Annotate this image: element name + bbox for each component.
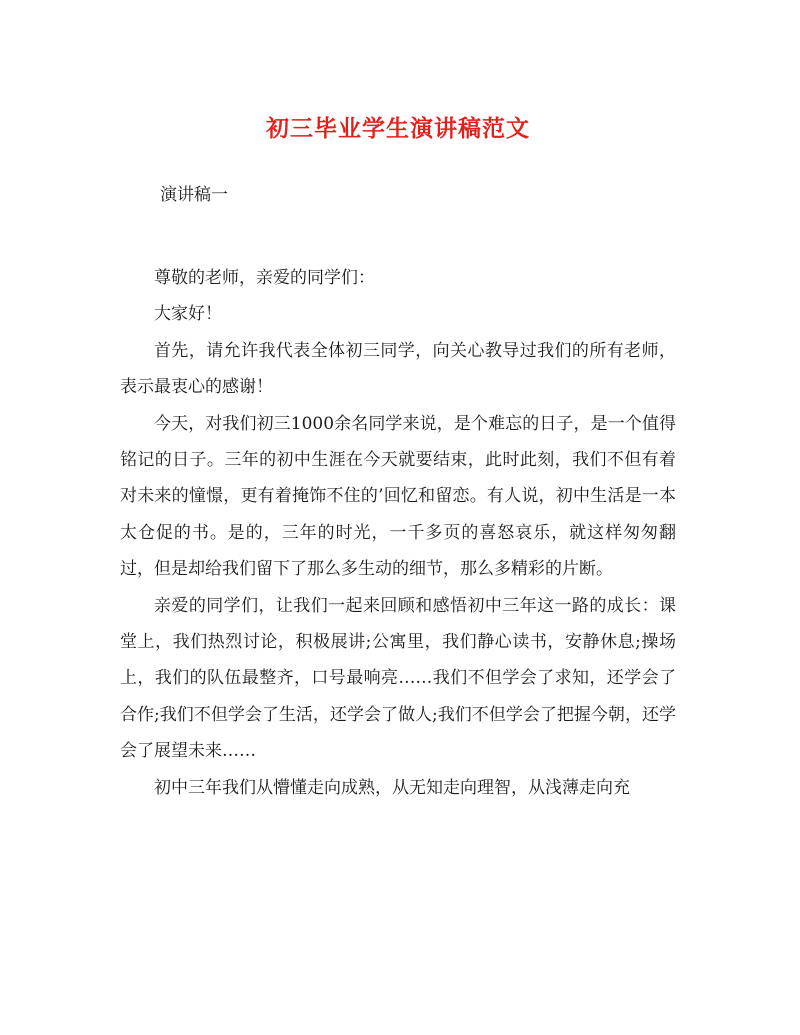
- document-body: [120, 260, 676, 806]
- document-page: [120, 0, 676, 1035]
- paragraph-greeting: 大家好！: [154, 304, 222, 325]
- paragraph-review: 亲爱的同学们，让我们一起来回顾和感悟初中三年这一路的成长：课堂上，我们热烈讨论，积极展讲;公寓里，我们静心读书，安静休息;操场上，我们的队伍最整齐，口号最响亮……我们不但学会了求知，还学会了合作;我们不但学会了生活，还学会了做人;我们不但学会了把握今朝，还学会了展望未来……: [120, 595, 676, 762]
- paragraph-today: 今天，对我们初三1000余名同学来说，是个难忘的日子，是一个值得铭记的日子。三年的初中生涯在今天就要结束，此时此刻，我们不但有着对未来的憧憬，更有着掩饰不住的’回忆和留恋。有人说，初中生活是一本太仓促的书。是的，三年的时光，一千多页的喜怒哀乐，就这样匆匆翻过，但是却给我们留下了那么多生动的细节，那么多精彩的片断。: [120, 413, 676, 580]
- document-title: 初三毕业学生演讲稿范文: [266, 115, 530, 142]
- paragraph-salutation: 尊敬的老师，亲爱的同学们：: [154, 268, 375, 288]
- paragraph-growth: 初中三年我们从懵懂走向成熟，从无知走向理智，从浅薄走向充: [154, 777, 630, 798]
- paragraph-thanks: 首先，请允许我代表全体初三同学，向关心教导过我们的所有老师，表示最衷心的感谢！: [120, 340, 676, 398]
- section-heading: 演讲稿一: [160, 185, 228, 205]
